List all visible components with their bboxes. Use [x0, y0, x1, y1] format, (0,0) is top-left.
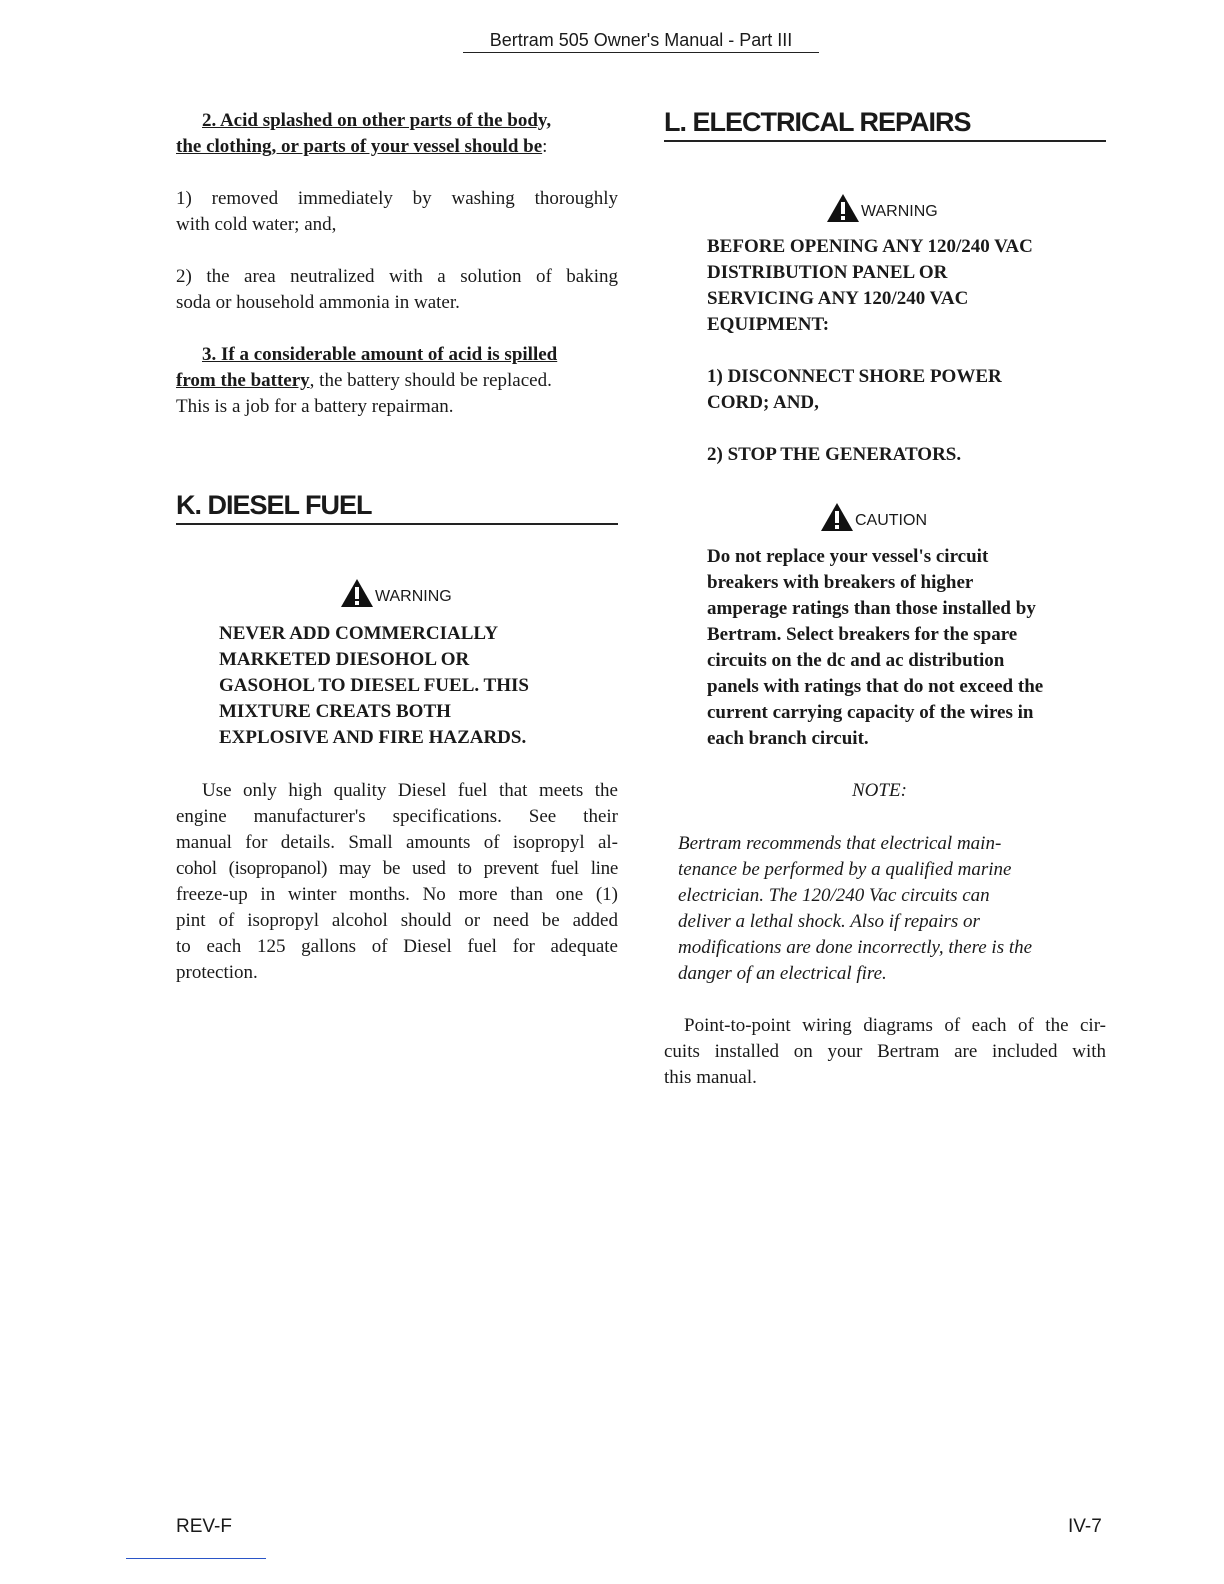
acid-step-2-line2: soda or household ammonia in water. — [176, 292, 460, 313]
caution-label-row — [820, 502, 927, 532]
note-line: deliver a lethal shock. Also if repairs or — [678, 911, 980, 932]
acid-body-heading — [176, 108, 618, 160]
caution-line: circuits on the dc and ac distribution — [707, 650, 1005, 671]
note-label-text: NOTE: — [852, 780, 907, 801]
diesel-body-line: manual for details. Small amounts of isopropyl al- — [176, 832, 618, 853]
acid-step-1-line1: 1) removed immediately by washing thoroughly — [176, 188, 618, 209]
acid-step-2 — [176, 264, 618, 316]
electrical-warning-label-row — [826, 193, 938, 223]
electrical-warning-line: SERVICING ANY 120/240 VAC — [707, 288, 969, 309]
warning-icon — [340, 578, 374, 608]
electrical-warning-step-1-line1: 1) DISCONNECT SHORE POWER — [707, 366, 1002, 387]
wiring-body-line: cuits installed on your Bertram are included with — [664, 1041, 1106, 1062]
caution-icon — [820, 502, 854, 532]
warning-label: WARNING — [861, 203, 938, 220]
caution-line: current carrying capacity of the wires in — [707, 702, 1034, 723]
caution-line: panels with ratings that do not exceed the — [707, 676, 1044, 697]
running-header: Bertram 505 Owner's Manual - Part III — [463, 30, 819, 53]
electrical-warning-step-1 — [707, 364, 1107, 416]
electrical-warning-step-1-line2: CORD; AND, — [707, 392, 819, 413]
acid-step-2-line1: 2) the area neutralized with a solution of baking — [176, 266, 618, 287]
acid-step-1-line2: with cold water; and, — [176, 214, 337, 235]
acid-body-heading-colon: : — [542, 136, 548, 157]
wiring-diagram-paragraph — [664, 1013, 1106, 1091]
acid-spill-heading-line2: from the battery — [176, 370, 310, 391]
warning-icon — [826, 193, 860, 223]
caution-line: Do not replace your vessel's circuit — [707, 546, 989, 567]
electrical-warning-line: EQUIPMENT: — [707, 314, 830, 335]
diesel-body-line: cohol (isopropanol) may be used to prevent fuel line — [176, 858, 618, 879]
diesel-body-line: to each 125 gallons of Diesel fuel for adequate — [176, 936, 618, 957]
diesel-fuel-body — [176, 778, 618, 986]
diesel-warning-line: NEVER ADD COMMERCIALLY — [219, 623, 499, 644]
note-line: Bertram recommends that electrical main- — [678, 833, 1002, 854]
caution-line: Bertram. Select breakers for the spare — [707, 624, 1018, 645]
caution-label: CAUTION — [855, 512, 927, 529]
diesel-body-line: Use only high quality Diesel fuel that meets the — [202, 780, 618, 801]
acid-spill-heading-line1: 3. If a considerable amount of acid is spilled — [202, 344, 558, 365]
electrical-warning-text — [707, 234, 1107, 338]
electrical-warning-step-2 — [707, 442, 1107, 468]
note-label — [852, 778, 907, 804]
acid-step-1 — [176, 186, 618, 238]
page-number: IV-7 — [1068, 1516, 1102, 1537]
acid-body-heading-line2: the clothing, or parts of your vessel should be — [176, 136, 543, 157]
acid-spill-text-line3: This is a job for a battery repairman. — [176, 396, 454, 417]
caution-line: each branch circuit. — [707, 728, 869, 749]
electrical-warning-line: DISTRIBUTION PANEL OR — [707, 262, 948, 283]
diesel-warning-line: MARKETED DIESOHOL OR — [219, 649, 470, 670]
section-l-title: L. ELECTRICAL REPAIRS — [664, 107, 1106, 142]
diesel-warning-line: GASOHOL TO DIESEL FUEL. THIS — [219, 675, 529, 696]
caution-text — [707, 544, 1107, 752]
electrical-warning-step-2-text: 2) STOP THE GENERATORS. — [707, 444, 962, 465]
wiring-body-line: Point-to-point wiring diagrams of each of the cir- — [684, 1015, 1106, 1036]
acid-spill-paragraph — [176, 342, 618, 420]
electrical-warning-line: BEFORE OPENING ANY 120/240 VAC — [707, 236, 1033, 257]
footer-rule — [126, 1558, 266, 1559]
note-line: danger of an electrical fire. — [678, 963, 887, 984]
caution-line: amperage ratings than those installed by — [707, 598, 1036, 619]
diesel-body-line: engine manufacturer's specifications. See their — [176, 806, 618, 827]
note-line: electrician. The 120/240 Vac circuits can — [678, 885, 990, 906]
diesel-warning-text — [219, 621, 639, 751]
diesel-warning-line: MIXTURE CREATS BOTH — [219, 701, 451, 722]
wiring-body-line: this manual. — [664, 1067, 757, 1088]
revision-label: REV-F — [176, 1516, 232, 1537]
acid-body-heading-line1: 2. Acid splashed on other parts of the body, — [202, 110, 552, 131]
diesel-body-line: pint of isopropyl alcohol should or need be added — [176, 910, 618, 931]
caution-line: breakers with breakers of higher — [707, 572, 974, 593]
diesel-body-line: freeze-up in winter months. No more than one (1) — [176, 884, 618, 905]
note-line: modifications are done incorrectly, there is the — [678, 937, 1033, 958]
diesel-warning-line: EXPLOSIVE AND FIRE HAZARDS. — [219, 727, 527, 748]
warning-label: WARNING — [375, 588, 452, 605]
section-k-title: K. DIESEL FUEL — [176, 490, 618, 525]
note-line: tenance be performed by a qualified marine — [678, 859, 1012, 880]
acid-spill-text-line2: , the battery should be replaced. — [309, 370, 552, 391]
diesel-warning-label-row — [340, 578, 452, 608]
note-text — [678, 831, 1108, 987]
diesel-body-line: protection. — [176, 962, 258, 983]
